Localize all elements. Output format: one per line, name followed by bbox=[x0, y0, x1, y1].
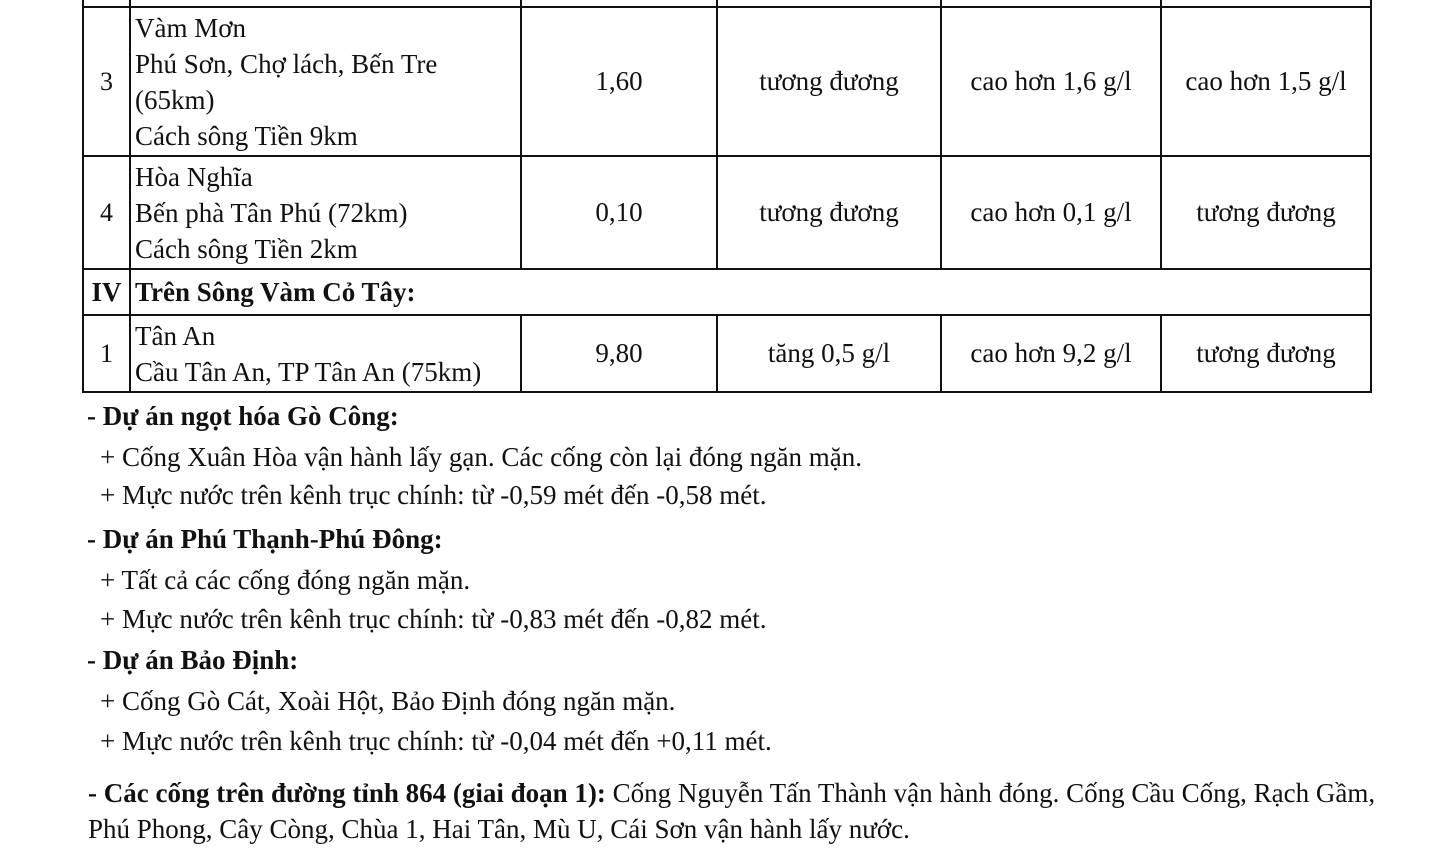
location-line: Hòa Nghĩa bbox=[135, 161, 253, 192]
salinity-table bbox=[82, 0, 1372, 393]
station-location bbox=[130, 156, 521, 269]
location-line: Cầu Tân An, TP Tân An (75km) bbox=[135, 356, 482, 387]
compare-value-1: cao hơn 1,6 g/l bbox=[941, 7, 1161, 156]
salinity-value: 9,80 bbox=[521, 315, 717, 392]
salinity-value: 0,10 bbox=[521, 156, 717, 269]
table-row bbox=[83, 156, 1371, 269]
section-number: IV bbox=[83, 269, 130, 315]
project-item: + Cống Xuân Hòa vận hành lấy gạn. Các cống còn lại đóng ngăn mặn. bbox=[100, 442, 863, 472]
section-header-row bbox=[83, 269, 1371, 315]
project-item: + Mực nước trên kênh trục chính: từ -0,04 mét đến +0,11 mét. bbox=[100, 726, 772, 756]
section-title: Trên Sông Vàm Cỏ Tây: bbox=[130, 269, 1371, 315]
project-heading: - Dự án Bảo Định: bbox=[87, 645, 299, 675]
table-row bbox=[83, 315, 1371, 392]
compare-value-2: cao hơn 1,5 g/l bbox=[1161, 7, 1371, 156]
project-item: + Tất cả các cống đóng ngăn mặn. bbox=[100, 565, 471, 595]
project-heading: - Dự án Phú Thạnh-Phú Đông: bbox=[87, 524, 443, 554]
row-number: 1 bbox=[83, 315, 130, 392]
location-line: Cách sông Tiền 9km bbox=[135, 120, 358, 151]
sluice-paragraph bbox=[88, 775, 1388, 847]
compare-value-1: cao hơn 0,1 g/l bbox=[941, 156, 1161, 269]
row-number: 4 bbox=[83, 156, 130, 269]
table-row bbox=[83, 7, 1371, 156]
location-line: Bến phà Tân Phú (72km) bbox=[135, 197, 408, 228]
location-line: Cách sông Tiền 2km bbox=[135, 233, 358, 264]
project-item: + Mực nước trên kênh trục chính: từ -0,59 mét đến -0,58 mét. bbox=[100, 480, 767, 510]
change-value: tương đương bbox=[717, 7, 941, 156]
change-value: tương đương bbox=[717, 156, 941, 269]
location-line: Tân An bbox=[135, 320, 216, 351]
location-line: Vàm Mơn bbox=[135, 12, 247, 43]
station-location bbox=[130, 315, 521, 392]
compare-value-2: tương đương bbox=[1161, 156, 1371, 269]
paragraph-lead: - Các cống trên đường tỉnh 864 (giai đoạn 1): bbox=[88, 778, 606, 808]
row-number: 3 bbox=[83, 7, 130, 156]
location-line: (65km) bbox=[135, 84, 215, 115]
project-item: + Mực nước trên kênh trục chính: từ -0,83 mét đến -0,82 mét. bbox=[100, 604, 767, 634]
station-location bbox=[130, 7, 521, 156]
project-heading: - Dự án ngọt hóa Gò Công: bbox=[87, 401, 399, 431]
compare-value-1: cao hơn 9,2 g/l bbox=[941, 315, 1161, 392]
change-value: tăng 0,5 g/l bbox=[717, 315, 941, 392]
salinity-value: 1,60 bbox=[521, 7, 717, 156]
location-line: Phú Sơn, Chợ lách, Bến Tre bbox=[135, 48, 438, 79]
project-item: + Cống Gò Cát, Xoài Hột, Bảo Định đóng ngăn mặn. bbox=[100, 686, 676, 716]
table-row-partial bbox=[83, 0, 1371, 7]
compare-value-2: tương đương bbox=[1161, 315, 1371, 392]
paragraph-text: Cống Nguyễn Tấn Thành vận hành đóng. Cống Cầu Cống, Rạch Gầm, Phú Phong, Cây Còng, Chùa 1, Hai Tân, Mù U, Cái Sơn vận hành lấy nước. bbox=[88, 778, 1376, 844]
